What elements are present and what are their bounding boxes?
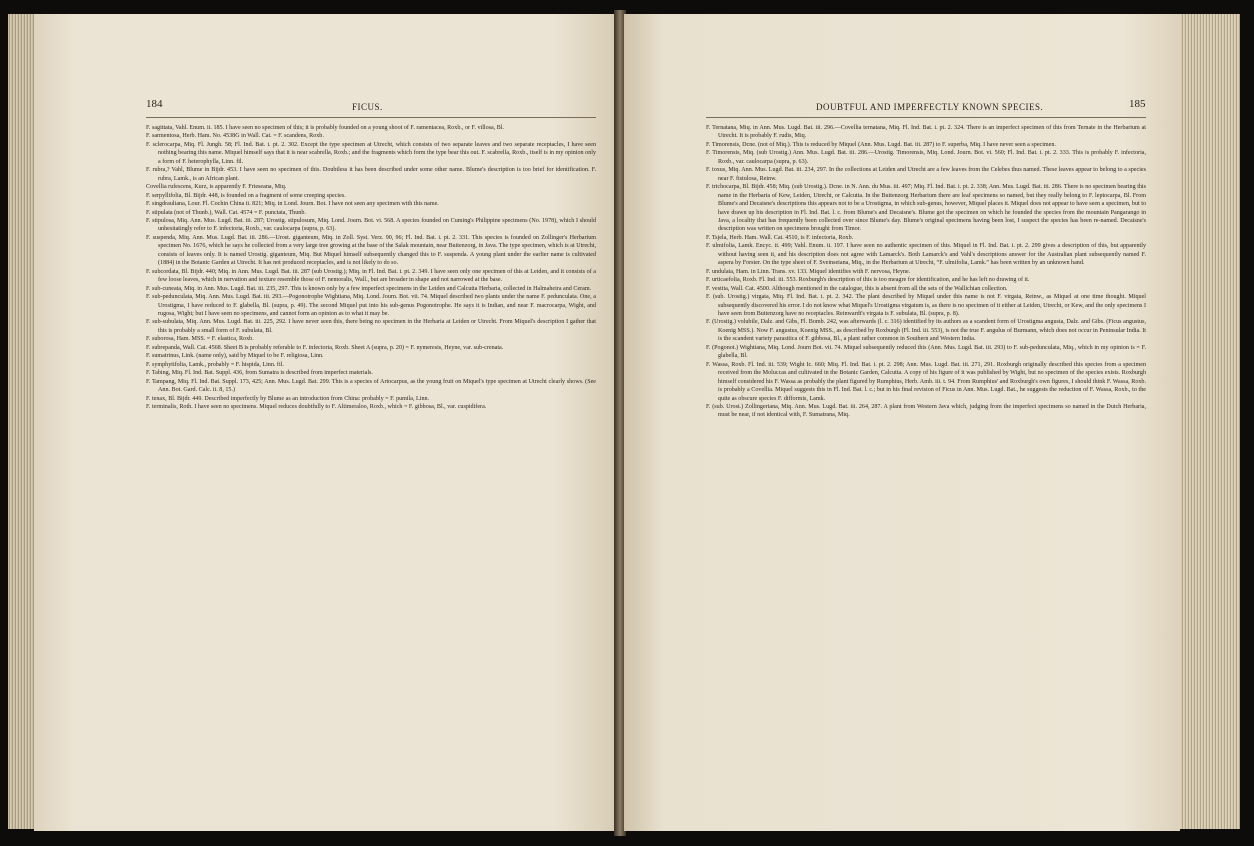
entry-paragraph: F. sarmentosa, Herb. Ham. No. 4538G in Wall. Cat. = F. scandens, Roxb. <box>146 133 324 140</box>
entry-paragraph: F. sagittata, Vahl. Enum. ii. 185. I have seen no specimen of this; it is probably founded on a young shoot of F. ramentacea, Roxb., or F. villosa, Bl. <box>146 125 505 131</box>
entry-paragraph: F. Timorensis, Miq. (sub Urostig.) Ann. Mus. Lugd. Bat. iii. 286.—Urostig. Timorensis, Miq. Lond. Journ. Bot. vi. 560; Fl. Ind. Bat. i. pt. 2. 333. This is probably F. infectoria, Roxb., var. caulocarpa (supra, p. 63). <box>706 150 1146 165</box>
entry-paragraph: F. trichocarpa, Bl. Bijdr. 458; Miq. (sub Urostig.). Dcne. in N. Ann. du Mus. iii. 497; Miq. Fl. Ind. Bat. i. pt. 2. 338; Ann. Mus. Lugd. Bat. iii. 286. There is no specimen bearing this name in the Herbaria of Kew, Leiden, Utrecht, or Calcutta. In the Buitenzorg Herbarium there are leaf specimens so named, but they really belong to F. leptocarpa, Bl. From Blume's and Decaisne's descriptions this appears not to be a Urostigma, in which sub-genus, however, Miquel places it. Miquel does not appear to have seen a specimen, but to have drawn up his description in Fl. Ind. Bat. l. c. from Blume's and Decaisne's. Blume got the specimen on which he founded the species from the mountain Pangarango in Java, a locality that has frequently been collected over since Blume's day. Blume's original specimens having been lost, I suspect the species has been re-named. Decaisne's description was written on specimens brought from Timor. <box>706 184 1146 233</box>
entry-paragraph: F. sub-pedunculata, Miq. Ann. Mus. Lugd. Bat. iii. 293.—Pogonotrophe Wightiana, Miq. Lond. Journ. Bot. vii. 74. Miquel described two plants under the name F. pedunculata. One, a Urostigma, I have reduced to F. glabella, Bl. (supra, p. 49). The second Miquel put into his sub-genus Pogonotrophe. He says it is Indian, and near F. macrocarpa, Wight, and rugosa, Wight; but I have seen no specimens, and cannot form an opinion as to what it may be. <box>146 294 596 317</box>
entry-paragraph: F. sclerocarpa, Miq. Fl. Jungh. 58; Fl. Ind. Bat. i. pt. 2. 302. Except the type specimen at Utrecht, which consists of two separate leaves and two separate receptacles, I have seen nothing bearing this name. Miquel himself says that it is near scabrella, Roxb.; and the fragments which form the type bear this out. F. scabrella, Roxb., itself is in my opinion only a form of F. heterophylla, Linn. fil. <box>146 141 596 165</box>
entry-paragraph: F. Wassa, Roxb. Fl. Ind. iii. 539; Wight Ic. 660; Miq. Fl. Ind. Bat. i. pt. 2. 298; Ann. Mus. Lugd. Bat. iii. 271, 291. Roxburgh originally described this species from a specimen received from the Moluccas and cultivated in the Botanic Garden, Calcutta. A copy of his figure of it was published by Wight, but no specimen of the species exists. Roxburgh himself considered his F. Wassa as probably the plant figured by Rumphius, Herb. Amb. iii. t. 94. From Rumphius' and Roxburgh's own figures, I should think F. Wassa, Roxb. is probably a Covellia. Miquel suggests this in Fl. Ind. Bat. l. c.; but in his final revision of Ficus in Ann. Mus. Lugd. Bat., he suggests the reduction of F. Wassa, Roxb., to the quite as obscure species F. difformis, Lamk. <box>706 361 1146 402</box>
entry-paragraph: F. serpyllifolia, Bl. Bijdr. 448, is founded on a fragment of some creeping species. <box>146 192 346 199</box>
entry-paragraph: F. suborosa, Ham. MSS. = F. elastica, Roxb. <box>146 336 254 343</box>
left-page <box>34 14 616 831</box>
entry-paragraph: F. (sub. Urost.) Zollingeriana, Miq. Ann. Mus. Lugd. Bat. iii. 264, 287. A plant from Western Java which, judging from the imperfect specimens so named in the Dutch Herbaria, must be near, if not identical with, F. Sumatrana, Miq. <box>706 403 1146 419</box>
entry-paragraph: F. (Pogonot.) Wightiana, Miq. Lond. Journ Bot. vii. 74. Miquel subsequently reduced this (Ann. Mus. Lugd. Bat. iii. 293) to F. sub-pedunculata, Miq., which in my opinion is = F. glabella, Bl. <box>706 344 1146 360</box>
right-head-rule <box>706 117 1146 118</box>
entry-paragraph: F. urticaefolia, Roxb. Fl. Ind. iii. 553. Roxburgh's description of this is too meagre for identification, and he has left no drawing of it. <box>706 277 1030 284</box>
entry-paragraph: F. Tabing, Miq. Fl. Ind. Bat. Suppl. 436, from Sumatra is described from imperfect materials. <box>146 370 373 377</box>
left-page-edges <box>8 14 34 829</box>
right-page-edges <box>1178 14 1240 829</box>
right-page <box>624 14 1180 831</box>
entry-paragraph: F. terminalis, Roth. I have seen no specimens. Miquel reduces doubtfully to F. Altimeraloo, Roxb., which = F. gibbosa, Bl., var. cuspidifera. <box>146 403 487 410</box>
entry-paragraph: F. stipulosa, Miq. Ann. Mus. Lugd. Bat. iii. 287; Urostig. stipulosum, Miq. Lond. Journ. Bot. vi. 568. A species founded on Cuming's Philippine specimens (No. 1978), which I should unhesitatingly refer to F. infectoria, Roxb., var. caulocarpa (supra, p. 63). <box>146 217 596 233</box>
entry-paragraph: F. undulata, Ham. in Linn. Trans. xv. 133. Miquel identifies with F. nervosa, Heyne. <box>706 268 911 275</box>
left-page-number: 184 <box>146 98 163 110</box>
entry-paragraph: F. Tsjela, Herb. Ham. Wall. Cat. 4510, is F. infectoria, Roxb. <box>706 234 854 241</box>
entry-paragraph: F. vestita, Wall. Cat. 4500. Although mentioned in the catalogue, this is absent from all the sets of the Wallichian collection. <box>706 285 1008 292</box>
entry-paragraph: F. sumatrinus, Link. (name only), said by Miquel to be F. religiosa, Linn. <box>146 353 324 360</box>
entry-paragraph: F. tenax, Bl. Bijdr. 449. Described imperfectly by Blume as an introduction from China: probably = F. pumila, Linn. <box>146 395 430 402</box>
entry-paragraph: F. Ternatana, Miq. in Ann. Mus. Lugd. Bat. iii. 296.—Covellia ternatana, Miq. Fl. Ind. Bat. i. pt. 2. 324. There is an imperfect specimen of this from Ternate in the Herbarium at Utrecht. It is probably F. rudis, Miq. <box>706 125 1146 140</box>
entry-paragraph: F. symphytifolia, Lamk., probably = F. hispida, Linn. fil. <box>146 361 284 368</box>
entry-paragraph: F. sub-subulata, Miq. Ann. Mus. Lugd. Bat. iii. 225, 292. I have never seen this, there being no specimen in the Herbaria at Leiden or Utrecht. From Miquel's description I gather that this is probably a small form of F. subulata, Bl. <box>146 319 596 334</box>
right-text-column <box>706 124 1146 420</box>
entry-paragraph: F. (sub. Urostig.) virgata, Miq. Fl. Ind. Bat. i. pt. 2. 342. The plant described by Miquel under this name is not F. virgata, Reinw., as Miquel at one time thought. Miquel subsequently discovered his error. I do not know what Miquel's Urostigma virgatum is, as there is no specimen of it either at Leiden, Utrecht, or Kew, and the only specimens I have seen from Buitenzorg have no receptacles. Reinwardt's virgata is F. subulata, Bl. (supra, p. 8). <box>706 294 1146 317</box>
entry-paragraph: F. subrepanda, Wall. Cat. 4568. Sheet B is probably referable to F. infectoria, Roxb. Sheet A (supra, p. 20) = F. nymeresis, Heyne, var. sub-crenata. <box>146 344 504 351</box>
left-running-head: FICUS. <box>352 102 383 112</box>
entry-paragraph: Covellia rufescens, Kurz, is apparently F. Frieseana, Miq. <box>146 184 287 191</box>
entry-paragraph: F. rubra,? Vahl, Blume in Bijdr. 453. I have seen no specimen of this. Doubtless it has been described under some other name. Blume's description is too brief for identification. F. rubra, Lamk., is an African plant. <box>146 167 596 182</box>
entry-paragraph: F. (Urostig.) volubile, Dalz. and Gibs, Fl. Bomb. 242, was afterwards (l. c. 316) identified by its authors as a scandent form of Urostigma angusta, Dalz. and Gibs. (Ficus angustus, Koenig MSS.). Now F. angustus, Koenig MSS., as described by Roxburgh (Fl. Ind. iii. 553), is not the true F. angulus of Burmann, which does not occur in Peninsular India. It is the scandent variety parasitica of F. gibbosa, Bl., a plant rather common in Southern and Western India. <box>706 319 1146 343</box>
entry-paragraph: F. stipulata (not of Thunb.), Wall. Cat. 4574 = F. punctata, Thunb. <box>146 209 306 216</box>
entry-paragraph: F. Timorensis, Dcne. (not of Miq.). This is reduced by Miquel (Ann. Mus. Lugd. Bat. iii. 287) to F. superba, Miq. I have never seen a specimen. <box>706 141 1056 148</box>
entry-paragraph: F. Tampang, Miq. Fl. Ind. Bat. Suppl. 173, 425; Ann. Mus. Lugd. Bat. 299. This is a species of Artocarpus, as the young fruit on Miquel's type specimen at Utrecht clearly shows. (See Ann. Bot. Gard. Calc. ii. 8, 15.) <box>146 378 596 394</box>
right-running-head: DOUBTFUL AND IMPERFECTLY KNOWN SPECIES. <box>816 102 1044 112</box>
entry-paragraph: F. singdrauliana, Lour. Fl. Cochin China ii. 821; Miq. in Lond. Journ. Bot. I have not seen any specimen with this name. <box>146 201 439 208</box>
right-page-number: 185 <box>1129 98 1146 110</box>
entry-paragraph: F. toxus, Miq. Ann. Mus. Lugd. Bat. iii. 234, 297. In the collections at Leiden and Utrecht are a few leaves from the Celebes thus named. These leaves appear to belong to a species near F. fistulosa, Reinw. <box>706 167 1146 182</box>
entry-paragraph: F. sub-cuneata, Miq. in Ann. Mus. Lugd. Bat. iii. 235, 297. This is known only by a few imperfect specimens in the Leiden and Calcutta Herbaria, collected in Halmaheira and Ceram. <box>146 285 592 292</box>
entry-paragraph: F. subcordata, Bl. Bijdr. 440; Miq. in Ann. Mus. Lugd. Bat. iii. 287 (sub Urostig.); Miq. in Fl. Ind. Bat. i. pt. 2. 349. I have seen only one specimen of this at Leiden, and it consists of a few loose leaves, which in nervation and texture resemble those of F. nemoralis, Wall., but are broader in shape and not narrowed at the base. <box>146 268 596 284</box>
left-head-rule <box>146 117 596 118</box>
left-text-column <box>146 124 596 411</box>
entry-paragraph: F. ulmifolia, Lamk. Encyc. ii. 499; Vahl. Enum. ii. 197. I have seen no authentic specimen of this. Miquel in Fl. Ind. Bat. i. pt. 2. 299 gives a description of this, but apparently without having seen it, and his description does not agree with Lamarck's. Both Lamarck's and Vahl's descriptions answer for the Australian plant subsequently named F. aspera by Forster. On the type sheet of F. Sveinseiana, Miq., in the Herbarium at Utrecht, “F. ulmifolia, Lamk.” has been written by an unknown hand. <box>706 243 1146 267</box>
entry-paragraph: F. suspenda, Miq. Ann. Mus. Lugd. Bat. iii. 286.—Urost. giganteum, Miq. in Zoll. Syst. Verz. 90, 96; Fl. Ind. Bat. i. pt. 2. 331. This species is founded on Zollinger's Herbarium specimen No. 1676, which he says he collected from a very large tree growing at the base of the Salak mountain, near Buitenzorg, in Java. The type specimen, which is at Utrecht, consists of leaves only. It is named Urostig. giganteum, Miq. But Miquel himself subsequently changed this to F. suspenda. A young plant under the earlier name is cultivated (1884) in the Botanic Garden at Utrecht. It has not produced receptacles, and is not likely to do so. <box>146 234 596 267</box>
